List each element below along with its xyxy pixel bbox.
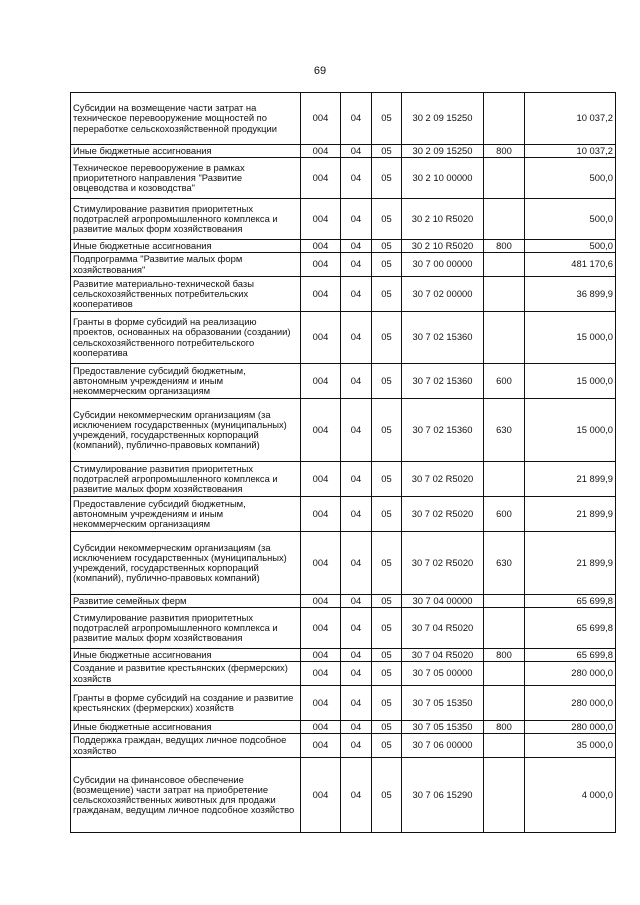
- cell-grbs: 004: [301, 662, 341, 686]
- cell-name: Предоставление субсидий бюджетным, автономным учреждениям и иным некоммерческим организациям: [71, 364, 301, 399]
- cell-csr: 30 7 04 R5020: [402, 608, 484, 649]
- table-row: [71, 686, 616, 721]
- cell-name: Предоставление субсидий бюджетным, автономным учреждениям и иным некоммерческим организациям: [71, 497, 301, 532]
- cell-sum: 500,0: [525, 199, 616, 240]
- cell-pr: 05: [372, 662, 402, 686]
- cell-csr: 30 2 10 R5020: [402, 240, 484, 253]
- cell-name: Стимулирование развития приоритетных подотраслей агропромышленного комплекса и развитие малых форм хозяйствования: [71, 608, 301, 649]
- cell-rz: 04: [341, 277, 372, 312]
- cell-sum: 280 000,0: [525, 721, 616, 734]
- cell-rz: 04: [341, 364, 372, 399]
- cell-grbs: 004: [301, 686, 341, 721]
- cell-vr: 630: [484, 399, 525, 462]
- cell-vr: [484, 312, 525, 364]
- table-row: [71, 734, 616, 758]
- cell-grbs: 004: [301, 462, 341, 497]
- cell-rz: 04: [341, 93, 372, 145]
- cell-sum: 65 699,8: [525, 649, 616, 662]
- cell-sum: 10 037,2: [525, 145, 616, 158]
- cell-sum: 65 699,8: [525, 608, 616, 649]
- cell-sum: 21 899,9: [525, 532, 616, 595]
- cell-vr: [484, 595, 525, 608]
- cell-rz: 04: [341, 199, 372, 240]
- cell-vr: [484, 253, 525, 277]
- cell-sum: 481 170,6: [525, 253, 616, 277]
- cell-grbs: 004: [301, 497, 341, 532]
- cell-vr: [484, 93, 525, 145]
- cell-rz: 04: [341, 462, 372, 497]
- table-row: [71, 758, 616, 833]
- cell-vr: 800: [484, 721, 525, 734]
- cell-name: Субсидии на возмещение части затрат на техническое перевооружение мощностей по переработке сельскохозяйственной продукции: [71, 93, 301, 145]
- cell-pr: 05: [372, 399, 402, 462]
- cell-csr: 30 2 09 15250: [402, 145, 484, 158]
- cell-pr: 05: [372, 277, 402, 312]
- cell-pr: 05: [372, 497, 402, 532]
- cell-pr: 05: [372, 312, 402, 364]
- cell-vr: [484, 462, 525, 497]
- cell-csr: 30 7 04 00000: [402, 595, 484, 608]
- cell-pr: 05: [372, 240, 402, 253]
- table-row: [71, 721, 616, 734]
- table-row: [71, 240, 616, 253]
- cell-grbs: 004: [301, 253, 341, 277]
- cell-csr: 30 7 06 00000: [402, 734, 484, 758]
- table-row: [71, 662, 616, 686]
- table-row: [71, 93, 616, 145]
- cell-vr: 800: [484, 649, 525, 662]
- cell-name: Подпрограмма "Развитие малых форм хозяйствования": [71, 253, 301, 277]
- cell-grbs: 004: [301, 608, 341, 649]
- cell-csr: 30 7 02 00000: [402, 277, 484, 312]
- cell-rz: 04: [341, 158, 372, 199]
- cell-pr: 05: [372, 532, 402, 595]
- table-row: [71, 399, 616, 462]
- cell-csr: 30 7 02 15360: [402, 312, 484, 364]
- cell-name: Стимулирование развития приоритетных подотраслей агропромышленного комплекса и развитие малых форм хозяйствования: [71, 462, 301, 497]
- cell-pr: 05: [372, 462, 402, 497]
- cell-name: Гранты в форме субсидий на создание и развитие крестьянских (фермерских) хозяйств: [71, 686, 301, 721]
- cell-vr: 600: [484, 364, 525, 399]
- cell-vr: [484, 199, 525, 240]
- cell-grbs: 004: [301, 312, 341, 364]
- cell-csr: 30 7 02 R5020: [402, 532, 484, 595]
- cell-name: Стимулирование развития приоритетных подотраслей агропромышленного комплекса и развитие малых форм хозяйствования: [71, 199, 301, 240]
- cell-pr: 05: [372, 253, 402, 277]
- cell-sum: 10 037,2: [525, 93, 616, 145]
- cell-name: Иные бюджетные ассигнования: [71, 145, 301, 158]
- cell-pr: 05: [372, 608, 402, 649]
- cell-csr: 30 7 02 15360: [402, 399, 484, 462]
- table-row: [71, 199, 616, 240]
- page-number: 69: [313, 65, 327, 77]
- cell-pr: 05: [372, 158, 402, 199]
- cell-vr: [484, 734, 525, 758]
- cell-name: Создание и развитие крестьянских (фермерских) хозяйств: [71, 662, 301, 686]
- cell-vr: [484, 758, 525, 833]
- table-row: [71, 277, 616, 312]
- cell-csr: 30 7 02 R5020: [402, 497, 484, 532]
- cell-sum: 15 000,0: [525, 312, 616, 364]
- cell-sum: 500,0: [525, 240, 616, 253]
- cell-csr: 30 2 10 00000: [402, 158, 484, 199]
- cell-rz: 04: [341, 734, 372, 758]
- cell-csr: 30 2 09 15250: [402, 93, 484, 145]
- cell-csr: 30 7 00 00000: [402, 253, 484, 277]
- cell-rz: 04: [341, 312, 372, 364]
- cell-vr: [484, 158, 525, 199]
- cell-pr: 05: [372, 595, 402, 608]
- cell-rz: 04: [341, 399, 372, 462]
- cell-grbs: 004: [301, 145, 341, 158]
- cell-csr: 30 7 05 15350: [402, 721, 484, 734]
- cell-vr: [484, 277, 525, 312]
- cell-vr: [484, 608, 525, 649]
- cell-grbs: 004: [301, 158, 341, 199]
- cell-rz: 04: [341, 240, 372, 253]
- cell-sum: 65 699,8: [525, 595, 616, 608]
- table-row: [71, 158, 616, 199]
- cell-name: Поддержка граждан, ведущих личное подсобное хозяйство: [71, 734, 301, 758]
- cell-sum: 280 000,0: [525, 662, 616, 686]
- cell-vr: 630: [484, 532, 525, 595]
- cell-rz: 04: [341, 608, 372, 649]
- table-row: [71, 253, 616, 277]
- cell-rz: 04: [341, 253, 372, 277]
- cell-rz: 04: [341, 758, 372, 833]
- cell-grbs: 004: [301, 532, 341, 595]
- cell-csr: 30 7 05 15350: [402, 686, 484, 721]
- cell-sum: 21 899,9: [525, 462, 616, 497]
- cell-pr: 05: [372, 93, 402, 145]
- budget-table: [70, 92, 616, 833]
- cell-sum: 500,0: [525, 158, 616, 199]
- cell-sum: 15 000,0: [525, 364, 616, 399]
- cell-grbs: 004: [301, 364, 341, 399]
- cell-sum: 4 000,0: [525, 758, 616, 833]
- cell-name: Иные бюджетные ассигнования: [71, 240, 301, 253]
- cell-sum: 36 899,9: [525, 277, 616, 312]
- table-row: [71, 608, 616, 649]
- cell-grbs: 004: [301, 734, 341, 758]
- cell-vr: [484, 662, 525, 686]
- table-row: [71, 497, 616, 532]
- cell-grbs: 004: [301, 595, 341, 608]
- cell-grbs: 004: [301, 93, 341, 145]
- cell-grbs: 004: [301, 199, 341, 240]
- cell-vr: 600: [484, 497, 525, 532]
- cell-grbs: 004: [301, 721, 341, 734]
- cell-name: Техническое перевооружение в рамках приоритетного направления "Развитие овцеводства и козоводства": [71, 158, 301, 199]
- table-row: [71, 145, 616, 158]
- cell-pr: 05: [372, 734, 402, 758]
- cell-rz: 04: [341, 532, 372, 595]
- table-row: [71, 312, 616, 364]
- cell-name: Субсидии некоммерческим организациям (за исключением государственных (муниципальных) учреждений, государственных корпораций (компаний), публично-правовых компаний): [71, 532, 301, 595]
- cell-grbs: 004: [301, 399, 341, 462]
- cell-pr: 05: [372, 721, 402, 734]
- cell-grbs: 004: [301, 240, 341, 253]
- table-row: [71, 595, 616, 608]
- cell-vr: 800: [484, 240, 525, 253]
- cell-sum: 15 000,0: [525, 399, 616, 462]
- cell-rz: 04: [341, 662, 372, 686]
- cell-vr: [484, 686, 525, 721]
- cell-name: Субсидии некоммерческим организациям (за исключением государственных (муниципальных) учреждений, государственных корпораций (компаний), публично-правовых компаний): [71, 399, 301, 462]
- cell-grbs: 004: [301, 758, 341, 833]
- cell-csr: 30 7 06 15290: [402, 758, 484, 833]
- table-row: [71, 649, 616, 662]
- cell-csr: 30 7 04 R5020: [402, 649, 484, 662]
- cell-pr: 05: [372, 649, 402, 662]
- cell-rz: 04: [341, 649, 372, 662]
- cell-grbs: 004: [301, 277, 341, 312]
- cell-rz: 04: [341, 721, 372, 734]
- cell-csr: 30 7 02 R5020: [402, 462, 484, 497]
- cell-name: Гранты в форме субсидий на реализацию проектов, основанных на образовании (создании) сельскохозяйственного потребительского кооператива: [71, 312, 301, 364]
- cell-rz: 04: [341, 145, 372, 158]
- cell-csr: 30 2 10 R5020: [402, 199, 484, 240]
- cell-sum: 280 000,0: [525, 686, 616, 721]
- cell-vr: 800: [484, 145, 525, 158]
- cell-sum: 35 000,0: [525, 734, 616, 758]
- cell-csr: 30 7 02 15360: [402, 364, 484, 399]
- cell-name: Развитие материально-технической базы сельскохозяйственных потребительских кооперативов: [71, 277, 301, 312]
- cell-pr: 05: [372, 199, 402, 240]
- cell-rz: 04: [341, 595, 372, 608]
- table-body: [71, 93, 616, 833]
- cell-sum: 21 899,9: [525, 497, 616, 532]
- cell-name: Иные бюджетные ассигнования: [71, 721, 301, 734]
- cell-csr: 30 7 05 00000: [402, 662, 484, 686]
- cell-name: Развитие семейных ферм: [71, 595, 301, 608]
- cell-pr: 05: [372, 364, 402, 399]
- table-row: [71, 462, 616, 497]
- cell-pr: 05: [372, 145, 402, 158]
- cell-pr: 05: [372, 758, 402, 833]
- cell-rz: 04: [341, 497, 372, 532]
- cell-grbs: 004: [301, 649, 341, 662]
- cell-pr: 05: [372, 686, 402, 721]
- table-row: [71, 532, 616, 595]
- cell-name: Субсидии на финансовое обеспечение (возмещение) части затрат на приобретение сельскохозяйственных животных для продажи гражданам, ведущим личное подсобное хозяйство: [71, 758, 301, 833]
- cell-rz: 04: [341, 686, 372, 721]
- table-row: [71, 364, 616, 399]
- cell-name: Иные бюджетные ассигнования: [71, 649, 301, 662]
